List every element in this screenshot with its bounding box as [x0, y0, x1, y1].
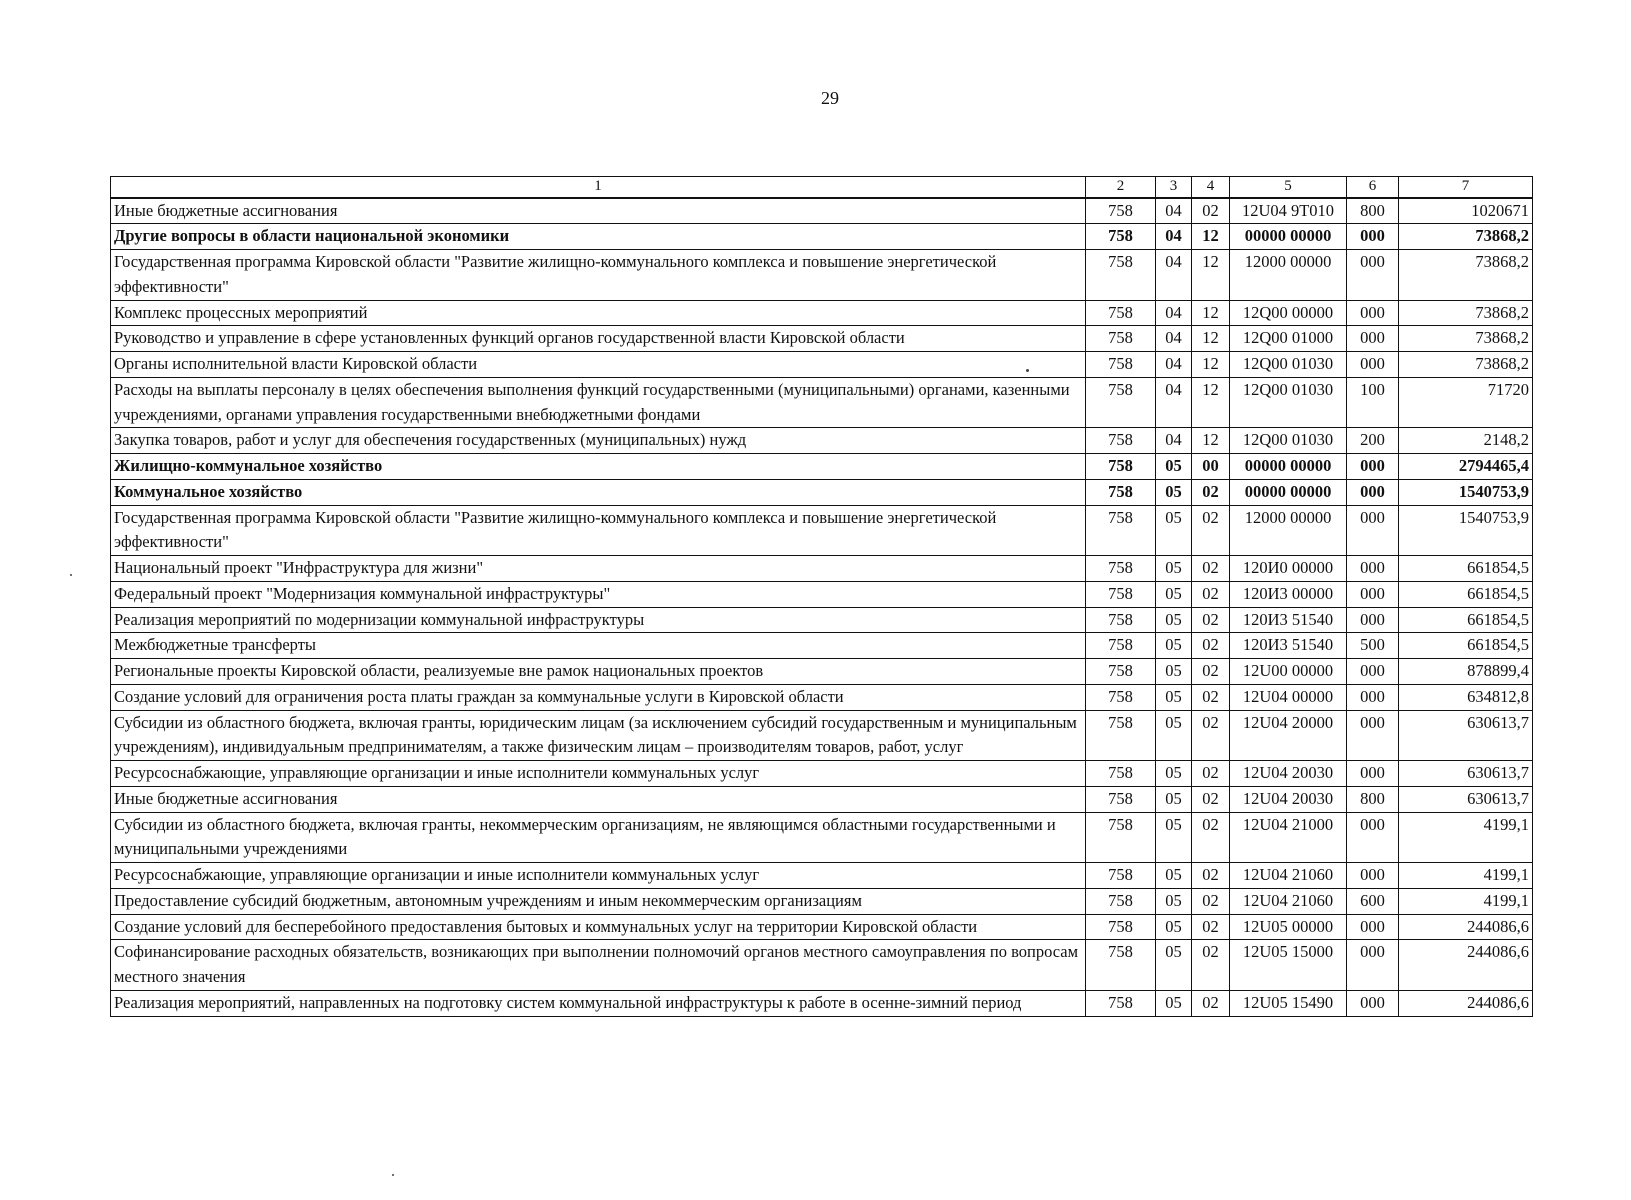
subsection-cell: 02: [1192, 786, 1230, 812]
table-row: [111, 888, 1533, 914]
target-article-cell: 12U04 20030: [1230, 786, 1347, 812]
section-cell: 04: [1156, 198, 1192, 224]
item-name-cell: Региональные проекты Кировской области, реализуемые вне рамок национальных проектов: [111, 659, 1086, 685]
target-article-cell: 120И3 51540: [1230, 607, 1347, 633]
target-article-cell: 12Q00 01030: [1230, 377, 1347, 428]
subsection-cell: 02: [1192, 812, 1230, 863]
page-number: 29: [821, 88, 839, 108]
amount-cell: 4199,1: [1399, 888, 1533, 914]
ministry-code-cell: 758: [1086, 505, 1156, 556]
expense-type-cell: 000: [1347, 556, 1399, 582]
section-cell: 05: [1156, 633, 1192, 659]
expense-type-cell: 000: [1347, 250, 1399, 301]
column-header: 6: [1347, 177, 1399, 198]
section-cell: 05: [1156, 940, 1192, 991]
column-header: 7: [1399, 177, 1533, 198]
item-name-cell: Ресурсоснабжающие, управляющие организации и иные исполнители коммунальных услуг: [111, 761, 1086, 787]
section-cell: 05: [1156, 479, 1192, 505]
expense-type-cell: 000: [1347, 224, 1399, 250]
table-row: [111, 454, 1533, 480]
item-name-cell: Государственная программа Кировской области "Развитие жилищно-коммунального комплекса и повышение энергетической эффективности": [111, 505, 1086, 556]
amount-cell: 73868,2: [1399, 224, 1533, 250]
amount-cell: 2148,2: [1399, 428, 1533, 454]
expense-type-cell: 000: [1347, 581, 1399, 607]
amount-cell: 244086,6: [1399, 914, 1533, 940]
target-article-cell: 00000 00000: [1230, 454, 1347, 480]
table-row: [111, 710, 1533, 761]
target-article-cell: 12U04 00000: [1230, 684, 1347, 710]
table-row: [111, 352, 1533, 378]
subsection-cell: 02: [1192, 607, 1230, 633]
subsection-cell: 02: [1192, 863, 1230, 889]
item-name-cell: Межбюджетные трансферты: [111, 633, 1086, 659]
expense-type-cell: 000: [1347, 479, 1399, 505]
section-cell: 05: [1156, 812, 1192, 863]
item-name-cell: Руководство и управление в сфере установленных функций органов государственной власти Кировской области: [111, 326, 1086, 352]
ministry-code-cell: 758: [1086, 659, 1156, 685]
expense-type-cell: 000: [1347, 990, 1399, 1016]
table-row: [111, 505, 1533, 556]
ministry-code-cell: 758: [1086, 710, 1156, 761]
item-name-cell: Реализация мероприятий по модернизации коммунальной инфраструктуры: [111, 607, 1086, 633]
target-article-cell: 12U00 00000: [1230, 659, 1347, 685]
ministry-code-cell: 758: [1086, 863, 1156, 889]
ministry-code-cell: 758: [1086, 581, 1156, 607]
item-name-cell: Закупка товаров, работ и услуг для обеспечения государственных (муниципальных) нужд: [111, 428, 1086, 454]
ministry-code-cell: 758: [1086, 990, 1156, 1016]
item-name-cell: Жилищно-коммунальное хозяйство: [111, 454, 1086, 480]
expense-type-cell: 000: [1347, 659, 1399, 685]
expense-type-cell: 000: [1347, 812, 1399, 863]
table-row: [111, 659, 1533, 685]
subsection-cell: 12: [1192, 428, 1230, 454]
item-name-cell: Другие вопросы в области национальной экономики: [111, 224, 1086, 250]
ministry-code-cell: 758: [1086, 198, 1156, 224]
section-cell: 04: [1156, 300, 1192, 326]
ministry-code-cell: 758: [1086, 556, 1156, 582]
ministry-code-cell: 758: [1086, 940, 1156, 991]
target-article-cell: 12000 00000: [1230, 505, 1347, 556]
amount-cell: 2794465,4: [1399, 454, 1533, 480]
section-cell: 05: [1156, 505, 1192, 556]
item-name-cell: Расходы на выплаты персоналу в целях обеспечения выполнения функций государственными (муниципальными) органами, казенными учреждениями, органами управления государственными внебюджетными фондами: [111, 377, 1086, 428]
item-name-cell: Органы исполнительной власти Кировской области: [111, 352, 1086, 378]
amount-cell: 244086,6: [1399, 940, 1533, 991]
table-body: [111, 198, 1533, 1017]
expense-type-cell: 000: [1347, 863, 1399, 889]
ministry-code-cell: 758: [1086, 300, 1156, 326]
target-article-cell: 12U05 00000: [1230, 914, 1347, 940]
amount-cell: 4199,1: [1399, 812, 1533, 863]
table-row: [111, 863, 1533, 889]
target-article-cell: 12Q00 01030: [1230, 428, 1347, 454]
scan-speck: [392, 1174, 394, 1176]
subsection-cell: 00: [1192, 454, 1230, 480]
section-cell: 04: [1156, 352, 1192, 378]
subsection-cell: 12: [1192, 326, 1230, 352]
subsection-cell: 02: [1192, 479, 1230, 505]
ministry-code-cell: 758: [1086, 454, 1156, 480]
table-row: [111, 300, 1533, 326]
table-row: [111, 786, 1533, 812]
table-row: [111, 812, 1533, 863]
expense-type-cell: 000: [1347, 710, 1399, 761]
table-row: [111, 914, 1533, 940]
ministry-code-cell: 758: [1086, 761, 1156, 787]
ministry-code-cell: 758: [1086, 479, 1156, 505]
column-header: 1: [111, 177, 1086, 198]
item-name-cell: Создание условий для бесперебойного предоставления бытовых и коммунальных услуг на территории Кировской области: [111, 914, 1086, 940]
item-name-cell: Реализация мероприятий, направленных на подготовку систем коммунальной инфраструктуры к работе в осенне-зимний период: [111, 990, 1086, 1016]
section-cell: 05: [1156, 454, 1192, 480]
ministry-code-cell: 758: [1086, 633, 1156, 659]
item-name-cell: Национальный проект "Инфраструктура для жизни": [111, 556, 1086, 582]
table-row: [111, 607, 1533, 633]
column-header: 2: [1086, 177, 1156, 198]
section-cell: 05: [1156, 556, 1192, 582]
ministry-code-cell: 758: [1086, 786, 1156, 812]
section-cell: 05: [1156, 607, 1192, 633]
subsection-cell: 02: [1192, 990, 1230, 1016]
table-row: [111, 684, 1533, 710]
amount-cell: 73868,2: [1399, 250, 1533, 301]
table-row: [111, 377, 1533, 428]
section-cell: 05: [1156, 761, 1192, 787]
table-row: [111, 198, 1533, 224]
target-article-cell: 120И3 51540: [1230, 633, 1347, 659]
expense-type-cell: 000: [1347, 454, 1399, 480]
subsection-cell: 02: [1192, 940, 1230, 991]
section-cell: 04: [1156, 428, 1192, 454]
table-header: [111, 177, 1533, 198]
item-name-cell: Иные бюджетные ассигнования: [111, 198, 1086, 224]
amount-cell: 73868,2: [1399, 326, 1533, 352]
target-article-cell: 12Q00 00000: [1230, 300, 1347, 326]
section-cell: 04: [1156, 250, 1192, 301]
expense-type-cell: 000: [1347, 505, 1399, 556]
subsection-cell: 12: [1192, 377, 1230, 428]
table-row: [111, 250, 1533, 301]
section-cell: 05: [1156, 581, 1192, 607]
ministry-code-cell: 758: [1086, 250, 1156, 301]
target-article-cell: 12U04 21060: [1230, 863, 1347, 889]
subsection-cell: 02: [1192, 505, 1230, 556]
amount-cell: 1020671: [1399, 198, 1533, 224]
ministry-code-cell: 758: [1086, 428, 1156, 454]
target-article-cell: 00000 00000: [1230, 224, 1347, 250]
expense-type-cell: 000: [1347, 914, 1399, 940]
table-row: [111, 990, 1533, 1016]
section-cell: 05: [1156, 684, 1192, 710]
subsection-cell: 02: [1192, 198, 1230, 224]
expense-type-cell: 000: [1347, 761, 1399, 787]
table-row: [111, 940, 1533, 991]
scan-speck: [1026, 369, 1029, 372]
subsection-cell: 02: [1192, 888, 1230, 914]
expense-type-cell: 000: [1347, 684, 1399, 710]
target-article-cell: 12U04 21000: [1230, 812, 1347, 863]
table-row: [111, 224, 1533, 250]
subsection-cell: 12: [1192, 224, 1230, 250]
amount-cell: 73868,2: [1399, 300, 1533, 326]
expense-type-cell: 100: [1347, 377, 1399, 428]
ministry-code-cell: 758: [1086, 812, 1156, 863]
section-cell: 05: [1156, 863, 1192, 889]
item-name-cell: Коммунальное хозяйство: [111, 479, 1086, 505]
subsection-cell: 02: [1192, 914, 1230, 940]
subsection-cell: 02: [1192, 659, 1230, 685]
expense-type-cell: 200: [1347, 428, 1399, 454]
table-row: [111, 761, 1533, 787]
header-row: [111, 177, 1533, 198]
section-cell: 05: [1156, 659, 1192, 685]
section-cell: 05: [1156, 888, 1192, 914]
ministry-code-cell: 758: [1086, 224, 1156, 250]
target-article-cell: 12U04 21060: [1230, 888, 1347, 914]
item-name-cell: Субсидии из областного бюджета, включая гранты, юридическим лицам (за исключением субсидий государственным и муниципальным учреждениям), индивидуальным предпринимателям, а также физическим лицам – производителям товаров, работ, услуг: [111, 710, 1086, 761]
table-row: [111, 326, 1533, 352]
expense-type-cell: 000: [1347, 326, 1399, 352]
subsection-cell: 02: [1192, 761, 1230, 787]
section-cell: 05: [1156, 914, 1192, 940]
target-article-cell: 12U04 20000: [1230, 710, 1347, 761]
subsection-cell: 02: [1192, 633, 1230, 659]
target-article-cell: 12Q00 01030: [1230, 352, 1347, 378]
expense-type-cell: 500: [1347, 633, 1399, 659]
budget-table: [110, 176, 1533, 1017]
amount-cell: 634812,8: [1399, 684, 1533, 710]
table-row: [111, 633, 1533, 659]
section-cell: 05: [1156, 990, 1192, 1016]
amount-cell: 4199,1: [1399, 863, 1533, 889]
subsection-cell: 02: [1192, 684, 1230, 710]
expense-type-cell: 000: [1347, 607, 1399, 633]
subsection-cell: 12: [1192, 300, 1230, 326]
item-name-cell: Ресурсоснабжающие, управляющие организации и иные исполнители коммунальных услуг: [111, 863, 1086, 889]
subsection-cell: 02: [1192, 581, 1230, 607]
amount-cell: 661854,5: [1399, 607, 1533, 633]
ministry-code-cell: 758: [1086, 914, 1156, 940]
table-row: [111, 556, 1533, 582]
amount-cell: 73868,2: [1399, 352, 1533, 378]
item-name-cell: Иные бюджетные ассигнования: [111, 786, 1086, 812]
scan-speck: [70, 574, 72, 576]
item-name-cell: Предоставление субсидий бюджетным, автономным учреждениям и иным некоммерческим организациям: [111, 888, 1086, 914]
item-name-cell: Государственная программа Кировской области "Развитие жилищно-коммунального комплекса и повышение энергетической эффективности": [111, 250, 1086, 301]
item-name-cell: Софинансирование расходных обязательств, возникающих при выполнении полномочий органов местного самоуправления по вопросам местного значения: [111, 940, 1086, 991]
amount-cell: 244086,6: [1399, 990, 1533, 1016]
amount-cell: 661854,5: [1399, 633, 1533, 659]
target-article-cell: 120И3 00000: [1230, 581, 1347, 607]
amount-cell: 661854,5: [1399, 581, 1533, 607]
expense-type-cell: 800: [1347, 198, 1399, 224]
amount-cell: 1540753,9: [1399, 505, 1533, 556]
target-article-cell: 12U05 15490: [1230, 990, 1347, 1016]
ministry-code-cell: 758: [1086, 888, 1156, 914]
target-article-cell: 12000 00000: [1230, 250, 1347, 301]
amount-cell: 630613,7: [1399, 710, 1533, 761]
amount-cell: 630613,7: [1399, 761, 1533, 787]
target-article-cell: 00000 00000: [1230, 479, 1347, 505]
item-name-cell: Комплекс процессных мероприятий: [111, 300, 1086, 326]
amount-cell: 1540753,9: [1399, 479, 1533, 505]
ministry-code-cell: 758: [1086, 352, 1156, 378]
amount-cell: 630613,7: [1399, 786, 1533, 812]
table-row: [111, 479, 1533, 505]
target-article-cell: 12U04 9T010: [1230, 198, 1347, 224]
subsection-cell: 12: [1192, 352, 1230, 378]
column-header: 3: [1156, 177, 1192, 198]
subsection-cell: 12: [1192, 250, 1230, 301]
ministry-code-cell: 758: [1086, 607, 1156, 633]
expense-type-cell: 800: [1347, 786, 1399, 812]
target-article-cell: 12U04 20030: [1230, 761, 1347, 787]
section-cell: 04: [1156, 224, 1192, 250]
amount-cell: 71720: [1399, 377, 1533, 428]
item-name-cell: Создание условий для ограничения роста платы граждан за коммунальные услуги в Кировской области: [111, 684, 1086, 710]
section-cell: 05: [1156, 786, 1192, 812]
column-header: 4: [1192, 177, 1230, 198]
target-article-cell: 120И0 00000: [1230, 556, 1347, 582]
expense-type-cell: 000: [1347, 352, 1399, 378]
section-cell: 04: [1156, 326, 1192, 352]
section-cell: 04: [1156, 377, 1192, 428]
target-article-cell: 12U05 15000: [1230, 940, 1347, 991]
expense-type-cell: 000: [1347, 940, 1399, 991]
item-name-cell: Субсидии из областного бюджета, включая гранты, некоммерческим организациям, не являющимся областными государственными и муниципальными учреждениями: [111, 812, 1086, 863]
ministry-code-cell: 758: [1086, 684, 1156, 710]
column-header: 5: [1230, 177, 1347, 198]
amount-cell: 878899,4: [1399, 659, 1533, 685]
section-cell: 05: [1156, 710, 1192, 761]
table-row: [111, 581, 1533, 607]
ministry-code-cell: 758: [1086, 377, 1156, 428]
target-article-cell: 12Q00 01000: [1230, 326, 1347, 352]
table-row: [111, 428, 1533, 454]
item-name-cell: Федеральный проект "Модернизация коммунальной инфраструктуры": [111, 581, 1086, 607]
subsection-cell: 02: [1192, 710, 1230, 761]
expense-type-cell: 600: [1347, 888, 1399, 914]
ministry-code-cell: 758: [1086, 326, 1156, 352]
expense-type-cell: 000: [1347, 300, 1399, 326]
amount-cell: 661854,5: [1399, 556, 1533, 582]
subsection-cell: 02: [1192, 556, 1230, 582]
